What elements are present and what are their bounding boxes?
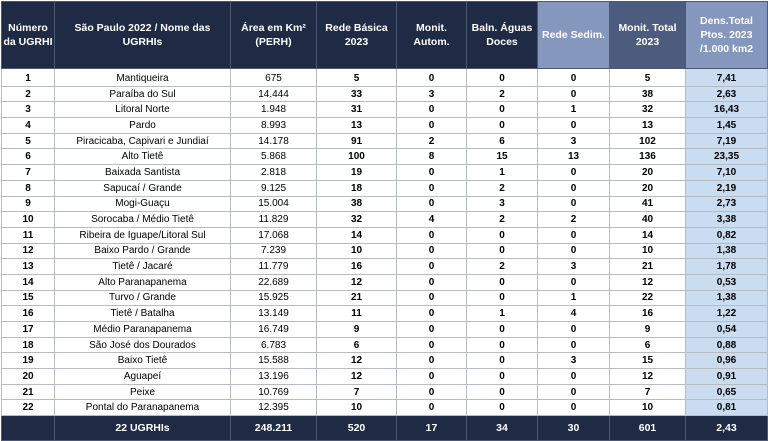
table-row [2, 274, 768, 290]
cell-monit-autom: 8 [397, 149, 467, 165]
cell-nome: Aguapeí [55, 369, 231, 385]
cell-monit-autom: 0 [397, 290, 467, 306]
table-row [2, 306, 768, 322]
cell-densidade: 1,38 [686, 290, 768, 306]
cell-rede-sedim: 4 [538, 306, 610, 322]
cell-monit-total: 32 [610, 102, 686, 118]
cell-balneabilidade: 2 [467, 86, 538, 102]
cell-rede-sedim: 1 [538, 290, 610, 306]
total-sedim: 30 [538, 416, 610, 441]
ugrhi-monitoring-table [1, 1, 768, 441]
cell-rede-sedim: 0 [538, 337, 610, 353]
cell-numero: 12 [2, 243, 55, 259]
cell-monit-total: 102 [610, 133, 686, 149]
cell-numero: 13 [2, 259, 55, 275]
cell-densidade: 1,22 [686, 306, 768, 322]
cell-nome: Sapucaí / Grande [55, 180, 231, 196]
cell-monit-total: 41 [610, 196, 686, 212]
table-row [2, 259, 768, 275]
table-row [2, 86, 768, 102]
cell-monit-total: 12 [610, 369, 686, 385]
cell-numero: 18 [2, 337, 55, 353]
cell-densidade: 1,45 [686, 118, 768, 134]
cell-monit-total: 22 [610, 290, 686, 306]
table-row [2, 102, 768, 118]
cell-nome: Mantiqueira [55, 69, 231, 87]
cell-area: 9.125 [231, 180, 317, 196]
cell-rede-basica: 33 [317, 86, 397, 102]
cell-rede-basica: 10 [317, 243, 397, 259]
cell-balneabilidade: 1 [467, 306, 538, 322]
cell-rede-sedim: 3 [538, 259, 610, 275]
cell-densidade: 7,41 [686, 69, 768, 87]
cell-nome: Ribeira de Iguape/Litoral Sul [55, 227, 231, 243]
cell-area: 14.444 [231, 86, 317, 102]
cell-monit-autom: 0 [397, 384, 467, 400]
cell-densidade: 0,65 [686, 384, 768, 400]
cell-monit-total: 13 [610, 118, 686, 134]
cell-monit-total: 10 [610, 400, 686, 416]
ugrhi-table-container [1, 1, 767, 440]
header-densidade: Dens.Total Ptos. 2023 /1.000 km2 [686, 2, 768, 69]
cell-monit-autom: 0 [397, 227, 467, 243]
cell-rede-basica: 14 [317, 227, 397, 243]
cell-nome: Tietê / Batalha [55, 306, 231, 322]
cell-area: 15.004 [231, 196, 317, 212]
cell-numero: 1 [2, 69, 55, 87]
cell-numero: 8 [2, 180, 55, 196]
cell-rede-sedim: 0 [538, 118, 610, 134]
cell-balneabilidade: 0 [467, 102, 538, 118]
table-row [2, 196, 768, 212]
header-balneabilidade: Baln. Águas Doces [467, 2, 538, 69]
cell-rede-basica: 7 [317, 384, 397, 400]
cell-rede-basica: 9 [317, 322, 397, 338]
cell-balneabilidade: 0 [467, 274, 538, 290]
cell-numero: 16 [2, 306, 55, 322]
cell-nome: Paraíba do Sul [55, 86, 231, 102]
cell-numero: 22 [2, 400, 55, 416]
table-row [2, 400, 768, 416]
total-baln: 34 [467, 416, 538, 441]
cell-monit-total: 5 [610, 69, 686, 87]
cell-area: 11.829 [231, 212, 317, 228]
cell-monit-autom: 0 [397, 196, 467, 212]
cell-monit-total: 7 [610, 384, 686, 400]
cell-balneabilidade: 6 [467, 133, 538, 149]
cell-area: 15.588 [231, 353, 317, 369]
table-row [2, 384, 768, 400]
cell-numero: 11 [2, 227, 55, 243]
cell-area: 14.178 [231, 133, 317, 149]
table-row [2, 369, 768, 385]
cell-densidade: 2,63 [686, 86, 768, 102]
table-body [2, 69, 768, 416]
cell-rede-sedim: 0 [538, 69, 610, 87]
cell-numero: 10 [2, 212, 55, 228]
cell-rede-basica: 91 [317, 133, 397, 149]
header-numero: Número da UGRHI [2, 2, 55, 69]
cell-monit-autom: 0 [397, 102, 467, 118]
cell-densidade: 16,43 [686, 102, 768, 118]
cell-numero: 5 [2, 133, 55, 149]
cell-balneabilidade: 1 [467, 165, 538, 181]
cell-densidade: 7,19 [686, 133, 768, 149]
cell-monit-autom: 0 [397, 353, 467, 369]
cell-rede-basica: 12 [317, 369, 397, 385]
cell-nome: Tietê / Jacaré [55, 259, 231, 275]
cell-nome: Alto Paranapanema [55, 274, 231, 290]
cell-monit-total: 136 [610, 149, 686, 165]
cell-rede-basica: 32 [317, 212, 397, 228]
cell-rede-sedim: 0 [538, 274, 610, 290]
cell-monit-autom: 0 [397, 306, 467, 322]
cell-monit-autom: 0 [397, 165, 467, 181]
total-monit-total: 601 [610, 416, 686, 441]
cell-monit-total: 20 [610, 180, 686, 196]
cell-numero: 4 [2, 118, 55, 134]
cell-numero: 20 [2, 369, 55, 385]
cell-area: 6.783 [231, 337, 317, 353]
cell-monit-autom: 4 [397, 212, 467, 228]
cell-densidade: 3,38 [686, 212, 768, 228]
cell-monit-autom: 0 [397, 337, 467, 353]
cell-nome: Baixada Santista [55, 165, 231, 181]
cell-rede-sedim: 0 [538, 196, 610, 212]
cell-balneabilidade: 2 [467, 212, 538, 228]
cell-monit-total: 12 [610, 274, 686, 290]
cell-monit-total: 9 [610, 322, 686, 338]
cell-numero: 3 [2, 102, 55, 118]
cell-numero: 17 [2, 322, 55, 338]
cell-balneabilidade: 0 [467, 400, 538, 416]
cell-numero: 14 [2, 274, 55, 290]
table-header [2, 2, 768, 69]
cell-monit-autom: 2 [397, 133, 467, 149]
cell-densidade: 0,81 [686, 400, 768, 416]
cell-balneabilidade: 0 [467, 118, 538, 134]
cell-balneabilidade: 0 [467, 369, 538, 385]
cell-densidade: 2,19 [686, 180, 768, 196]
cell-rede-basica: 13 [317, 118, 397, 134]
cell-rede-sedim: 0 [538, 384, 610, 400]
cell-area: 17.068 [231, 227, 317, 243]
table-row [2, 165, 768, 181]
cell-monit-total: 15 [610, 353, 686, 369]
total-empty-cell [2, 416, 55, 441]
total-monit: 17 [397, 416, 467, 441]
table-row [2, 322, 768, 338]
cell-densidade: 0,96 [686, 353, 768, 369]
cell-numero: 2 [2, 86, 55, 102]
cell-densidade: 1,38 [686, 243, 768, 259]
cell-area: 16.749 [231, 322, 317, 338]
total-row [2, 416, 768, 441]
cell-rede-sedim: 0 [538, 227, 610, 243]
cell-rede-sedim: 3 [538, 133, 610, 149]
cell-densidade: 0,88 [686, 337, 768, 353]
table-row [2, 69, 768, 87]
cell-nome: Sorocaba / Médio Tietê [55, 212, 231, 228]
table-footer [2, 416, 768, 441]
cell-balneabilidade: 2 [467, 180, 538, 196]
cell-monit-autom: 0 [397, 400, 467, 416]
cell-monit-autom: 0 [397, 69, 467, 87]
cell-nome: Litoral Norte [55, 102, 231, 118]
cell-balneabilidade: 0 [467, 322, 538, 338]
cell-area: 12.395 [231, 400, 317, 416]
table-row [2, 243, 768, 259]
header-nome: São Paulo 2022 / Nome das UGRHIs [55, 2, 231, 69]
cell-monit-total: 6 [610, 337, 686, 353]
table-row [2, 180, 768, 196]
total-densidade: 2,43 [686, 416, 768, 441]
cell-numero: 15 [2, 290, 55, 306]
cell-balneabilidade: 0 [467, 337, 538, 353]
header-monit-total: Monit. Total 2023 [610, 2, 686, 69]
cell-densidade: 0,53 [686, 274, 768, 290]
table-row [2, 118, 768, 134]
total-rede: 520 [317, 416, 397, 441]
cell-rede-basica: 12 [317, 353, 397, 369]
cell-monit-autom: 0 [397, 180, 467, 196]
cell-monit-total: 40 [610, 212, 686, 228]
cell-numero: 19 [2, 353, 55, 369]
cell-monit-total: 14 [610, 227, 686, 243]
cell-rede-basica: 16 [317, 259, 397, 275]
table-row [2, 133, 768, 149]
cell-densidade: 23,35 [686, 149, 768, 165]
cell-rede-basica: 5 [317, 69, 397, 87]
cell-nome: Baixo Tietê [55, 353, 231, 369]
cell-rede-sedim: 0 [538, 369, 610, 385]
cell-rede-sedim: 0 [538, 86, 610, 102]
cell-rede-sedim: 0 [538, 243, 610, 259]
cell-area: 675 [231, 69, 317, 87]
cell-densidade: 0,54 [686, 322, 768, 338]
header-area: Área em Km² (PERH) [231, 2, 317, 69]
cell-rede-basica: 21 [317, 290, 397, 306]
cell-rede-sedim: 3 [538, 353, 610, 369]
cell-nome: São José dos Dourados [55, 337, 231, 353]
cell-area: 10.769 [231, 384, 317, 400]
cell-area: 22.689 [231, 274, 317, 290]
cell-balneabilidade: 0 [467, 69, 538, 87]
cell-numero: 7 [2, 165, 55, 181]
cell-balneabilidade: 0 [467, 384, 538, 400]
cell-rede-basica: 100 [317, 149, 397, 165]
cell-area: 1.948 [231, 102, 317, 118]
header-rede-basica: Rede Básica 2023 [317, 2, 397, 69]
cell-rede-sedim: 0 [538, 400, 610, 416]
cell-rede-sedim: 13 [538, 149, 610, 165]
cell-nome: Médio Paranapanema [55, 322, 231, 338]
cell-monit-total: 10 [610, 243, 686, 259]
cell-area: 5.868 [231, 149, 317, 165]
cell-balneabilidade: 2 [467, 259, 538, 275]
cell-monit-total: 16 [610, 306, 686, 322]
total-nome: 22 UGRHIs [55, 416, 231, 441]
cell-monit-total: 38 [610, 86, 686, 102]
cell-monit-autom: 0 [397, 322, 467, 338]
cell-rede-basica: 31 [317, 102, 397, 118]
table-row [2, 227, 768, 243]
cell-nome: Pardo [55, 118, 231, 134]
cell-densidade: 0,82 [686, 227, 768, 243]
cell-monit-autom: 0 [397, 274, 467, 290]
cell-rede-sedim: 0 [538, 322, 610, 338]
cell-monit-autom: 0 [397, 369, 467, 385]
cell-densidade: 2,73 [686, 196, 768, 212]
total-area: 248.211 [231, 416, 317, 441]
cell-nome: Mogi-Guaçu [55, 196, 231, 212]
cell-densidade: 7,10 [686, 165, 768, 181]
cell-monit-autom: 0 [397, 259, 467, 275]
cell-rede-basica: 10 [317, 400, 397, 416]
cell-monit-total: 20 [610, 165, 686, 181]
header-monit-autom: Monit. Autom. [397, 2, 467, 69]
cell-balneabilidade: 0 [467, 353, 538, 369]
cell-rede-basica: 6 [317, 337, 397, 353]
cell-rede-basica: 12 [317, 274, 397, 290]
cell-balneabilidade: 0 [467, 227, 538, 243]
cell-rede-sedim: 0 [538, 165, 610, 181]
cell-area: 13.149 [231, 306, 317, 322]
cell-numero: 9 [2, 196, 55, 212]
cell-area: 8.993 [231, 118, 317, 134]
cell-monit-total: 21 [610, 259, 686, 275]
cell-rede-basica: 11 [317, 306, 397, 322]
cell-monit-autom: 0 [397, 118, 467, 134]
table-row [2, 212, 768, 228]
table-row [2, 149, 768, 165]
cell-rede-basica: 38 [317, 196, 397, 212]
table-row [2, 290, 768, 306]
cell-area: 15.925 [231, 290, 317, 306]
cell-numero: 6 [2, 149, 55, 165]
cell-nome: Pontal do Paranapanema [55, 400, 231, 416]
cell-balneabilidade: 0 [467, 243, 538, 259]
cell-nome: Turvo / Grande [55, 290, 231, 306]
cell-area: 2.818 [231, 165, 317, 181]
cell-nome: Baixo Pardo / Grande [55, 243, 231, 259]
cell-area: 7.239 [231, 243, 317, 259]
cell-area: 11.779 [231, 259, 317, 275]
cell-rede-sedim: 1 [538, 102, 610, 118]
cell-nome: Alto Tietê [55, 149, 231, 165]
cell-densidade: 1,78 [686, 259, 768, 275]
cell-densidade: 0,91 [686, 369, 768, 385]
cell-balneabilidade: 0 [467, 290, 538, 306]
cell-monit-autom: 3 [397, 86, 467, 102]
cell-rede-basica: 19 [317, 165, 397, 181]
table-row [2, 337, 768, 353]
cell-numero: 21 [2, 384, 55, 400]
table-row [2, 353, 768, 369]
cell-rede-sedim: 0 [538, 180, 610, 196]
cell-rede-sedim: 2 [538, 212, 610, 228]
cell-rede-basica: 18 [317, 180, 397, 196]
cell-nome: Piracicaba, Capivari e Jundiaí [55, 133, 231, 149]
header-rede-sedim: Rede Sedim. [538, 2, 610, 69]
cell-balneabilidade: 15 [467, 149, 538, 165]
cell-monit-autom: 0 [397, 243, 467, 259]
cell-nome: Peixe [55, 384, 231, 400]
cell-area: 13.196 [231, 369, 317, 385]
cell-balneabilidade: 3 [467, 196, 538, 212]
